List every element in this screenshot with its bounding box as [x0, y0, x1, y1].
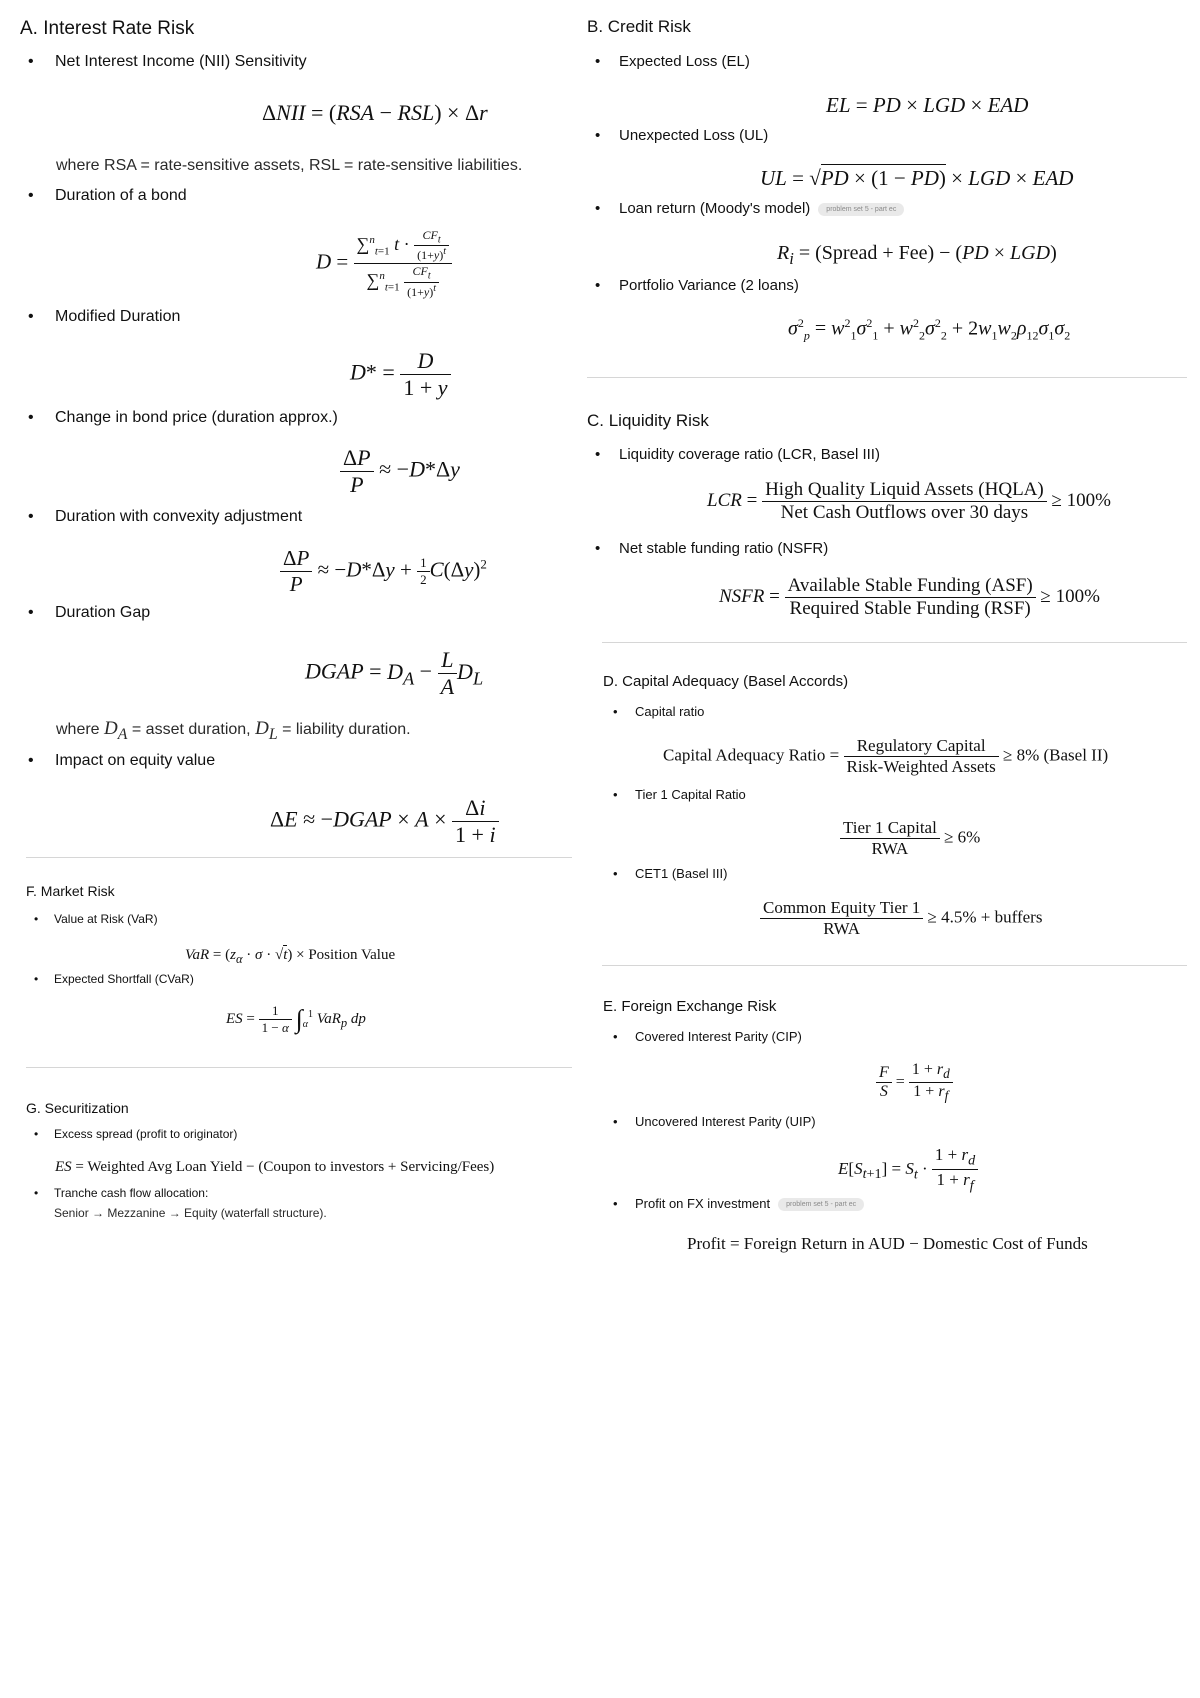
formula-duration: D = ∑$^n_{t=1}$ t · $\frac{CF_t}{(1+y)^t}$ ∑$^n_{t=1}$ $\frac{CF_t}{(1+y)^t}$: [316, 228, 452, 300]
bullet-ul-label: Unexpected Loss (UL): [619, 127, 769, 144]
bullet-duration-gap-label: Duration Gap: [55, 604, 151, 621]
bullet-convexity-label: Duration with convexity adjustment: [55, 508, 303, 525]
bullet-tranche-label: Tranche cash flow allocation:: [54, 1186, 209, 1200]
formula-tier1: [840, 818, 980, 859]
bullet-cip-label: Covered Interest Parity (CIP): [635, 1029, 802, 1044]
var-tail: × Position Value: [296, 947, 396, 963]
cet1-denominator: RWA: [760, 918, 923, 939]
bullet-var-label: Value at Risk (VaR): [54, 912, 158, 926]
formula-ul: UL = √PD × (1 − PD) × LGD × EAD: [760, 166, 1074, 190]
bullet-price-change-label: Change in bond price (duration approx.): [55, 409, 338, 426]
formula-cet1: [760, 898, 1042, 939]
nsfr-numerator: Available Stable Funding (ASF): [787, 575, 1033, 596]
bullet-duration-label: Duration of a bond: [55, 187, 187, 204]
car-rhs: ≥ 8% (Basel II): [1003, 745, 1109, 765]
bullet-nii-label: Net Interest Income (NII) Sensitivity: [55, 53, 307, 70]
tier1-rhs: ≥ 6%: [944, 827, 981, 847]
separator-d-e: [602, 965, 1187, 966]
tier1-numerator: Tier 1 Capital: [843, 818, 937, 837]
formula-duration-gap: DGAP = $D_A$ − $\frac{L}{A}$ $D_L$: [305, 647, 484, 699]
bullet-portfolio-variance-label: Portfolio Variance (2 loans): [619, 277, 799, 294]
bullet-loan-return-label: Loan return (Moody's model): [619, 200, 811, 217]
bullet-nsfr-label: Net stable funding ratio (NSFR): [619, 540, 829, 557]
problem-set-tag[interactable]: problem set 5 - part ec: [818, 203, 904, 216]
section-title-d: D. Capital Adequacy (Basel Accords): [603, 673, 849, 690]
bullet-excess-spread-label: Excess spread (profit to originator): [54, 1127, 238, 1141]
cet1-rhs: ≥ 4.5% + buffers: [927, 907, 1043, 927]
dgap-note-part3: = liability duration.: [277, 721, 411, 738]
section-title-a: A. Interest Rate Risk: [20, 18, 195, 39]
car-numerator: Regulatory Capital: [856, 736, 986, 755]
bullet-tier1-label: Tier 1 Capital Ratio: [635, 787, 746, 802]
excess-spread-rhs: = Weighted Avg Loan Yield − (Coupon to investors + Servicing/Fees): [75, 1159, 495, 1175]
separator-b-c: [587, 377, 1187, 378]
formula-nii: ΔNII = (RSA − RSL) × Δr: [262, 100, 488, 125]
separator-c-d: [602, 642, 1187, 643]
formula-modified-duration: D* = $\frac{D}{1 + y}$: [350, 348, 451, 401]
formula-el: EL = PD × LGD × EAD: [826, 93, 1029, 117]
separator-a-f: [26, 857, 572, 858]
bullet-modified-duration-label: Modified Duration: [55, 308, 181, 325]
formula-cip: $\frac{F}{S}$ = $\frac{1 + r_d}{1 + r_f}$: [876, 1061, 953, 1104]
formula-price-change: $\frac{\Delta P}{P}$ ≈ −D*Δy: [340, 445, 460, 498]
bullet-capital-ratio-label: Capital ratio: [635, 704, 705, 719]
separator-f-g: [26, 1067, 572, 1068]
section-title-g: G. Securitization: [26, 1100, 129, 1116]
formula-var: VaR = $(z_\alpha \cdot \sigma \cdot √t)$ × Position Value: [185, 947, 396, 966]
formula-es: ES = $\frac{1}{1 - \alpha}$ $\int_\alpha^1$ VaR$_p$ dp: [226, 1003, 366, 1035]
problem-set-tag-fx[interactable]: problem set 5 - part ec: [778, 1198, 864, 1211]
dgap-note-part2: = asset duration,: [127, 721, 256, 738]
formula-lcr: LCR = $\frac{\text{High Quality Liquid Assets (HQLA)}}{\text{Net Cash Outflows over 30 days}}$ ≥ 100%: [707, 479, 1111, 523]
nsfr-denominator: Required Stable Funding (RSF): [785, 597, 1036, 620]
car-label: Capital Adequacy Ratio =: [663, 745, 840, 765]
formula-portfolio-variance: $\sigma^2_p = w^2_1\sigma^2_1 + w^2_2\sigma^2_2 + 2w_1w_2\rho_{12}\sigma_1\sigma_2$: [788, 316, 1071, 343]
bullet-lcr-label: Liquidity coverage ratio (LCR, Basel III): [619, 446, 880, 463]
dgap-note-part1: where: [56, 721, 105, 738]
section-title-c: C. Liquidity Risk: [587, 411, 709, 430]
formula-uip: $E[S_{t+1}] = S_t$ · $\frac{1 + r_d}{1 + r_f}$: [838, 1145, 978, 1195]
formula-equity-impact: ΔE ≈ −DGAP × A × $\frac{\Delta i}{1 + i}$: [270, 795, 499, 848]
formula-excess-spread: ES = Weighted Avg Loan Yield − (Coupon to investors + Servicing/Fees): [55, 1159, 495, 1175]
formula-loan-return: $R_i$ = (Spread + Fee) − (PD × LGD): [777, 242, 1057, 268]
tier1-denominator: RWA: [840, 838, 940, 859]
bullet-el-label: Expected Loss (EL): [619, 53, 750, 70]
bullet-uip-label: Uncovered Interest Parity (UIP): [635, 1114, 816, 1129]
nii-note: where RSA = rate-sensitive assets, RSL = rate-sensitive liabilities.: [56, 157, 523, 174]
bullet-es-label: Expected Shortfall (CVaR): [54, 972, 194, 986]
lcr-numerator: High Quality Liquid Assets (HQLA): [765, 479, 1044, 500]
cet1-numerator: Common Equity Tier 1: [763, 898, 921, 917]
tranche-order: Senior → Mezzanine → Equity (waterfall structure).: [54, 1206, 327, 1220]
dgap-note: where $D_A$ = asset duration, $D_L$ = liability duration.: [56, 718, 411, 743]
formula-fx-profit: Profit = Foreign Return in AUD − Domestic Cost of Funds: [687, 1234, 1088, 1253]
lcr-denominator: Net Cash Outflows over 30 days: [762, 501, 1047, 524]
section-title-f: F. Market Risk: [26, 883, 115, 899]
formula-convexity: $\frac{\Delta P}{P}$ ≈ −D*Δy + $\frac{1}{2}$ $C(\Delta y)^2$: [280, 546, 487, 597]
bullet-fx-profit-label: Profit on FX investment: [635, 1196, 771, 1211]
formula-nsfr: NSFR = $\frac{\text{Available Stable Funding (ASF)}}{\text{Required Stable Funding (RSF)}}$ ≥ 100%: [719, 575, 1100, 619]
formula-car: [663, 736, 1108, 777]
car-denominator: Risk-Weighted Assets: [844, 756, 999, 777]
section-title-b: B. Credit Risk: [587, 17, 691, 36]
bullet-cet1-label: CET1 (Basel III): [635, 866, 728, 881]
section-title-e: E. Foreign Exchange Risk: [603, 998, 777, 1015]
bullet-equity-impact-label: Impact on equity value: [55, 752, 216, 769]
